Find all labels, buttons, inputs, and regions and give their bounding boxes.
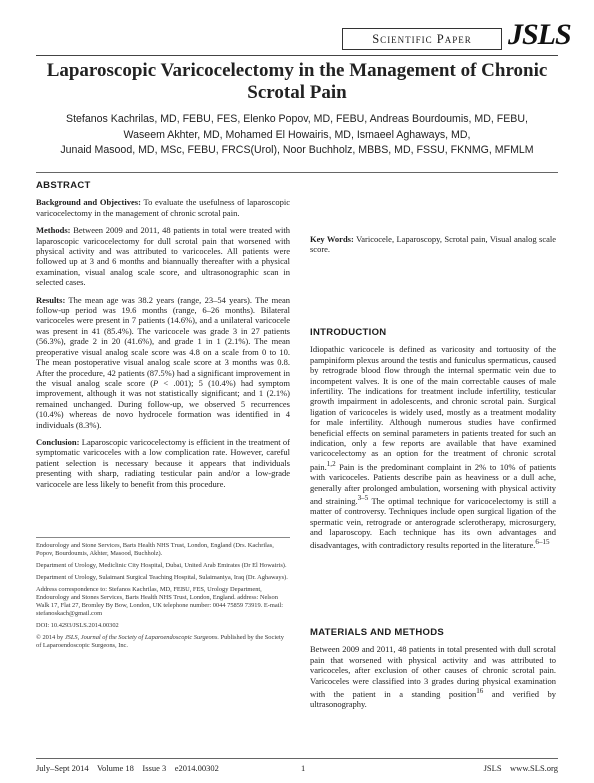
background-label: Background and Objectives: xyxy=(36,197,141,208)
introduction-heading: INTRODUCTION xyxy=(310,327,387,338)
footnotes xyxy=(36,542,290,654)
article-title: Laparoscopic Varicocelectomy in the Management of Chronic Scrotal Pain xyxy=(46,60,548,103)
section-label xyxy=(342,28,502,50)
conclusion-label: Conclusion: xyxy=(36,436,80,447)
abstract-continued xyxy=(310,181,556,262)
p-value-symbol: P xyxy=(153,377,159,388)
page-number: 1 xyxy=(301,763,306,773)
doi: DOI: 10.4293/JSLS.2014.00302 xyxy=(36,622,119,629)
correspondence: Address correspondence to: Stefanos Kachrilas, MD, FEBU, FES, Urology Department, Endourology and Stones Services, Barts Health NHS Trust, London, England. address: Nelson Walk 17, Flat 27, Bromley By Bow, London, UK telephone number: 0044 75859 73919. E-mail: stefanoskach@gmail.com xyxy=(36,586,284,617)
author-line: Stefanos Kachrilas, MD, FEBU, FES, Elenko Popov, MD, FEBU, Andreas Bourdoumis, MD, FEBU, xyxy=(66,113,528,125)
conclusion-text: Laparoscopic varicocelectomy is efficient in the treatment of symptomatic varicoceles with a low complication rate. However, careful patient selection is necessary because it appears that individuals presenting with sharp, radiating testicular pain and/or a low-grade varicocele are less likely to benefit from this procedure. xyxy=(36,436,290,489)
affiliation: Department of Urology, Sulaimani Surgical Teaching Hospital, Sulaimaniya, Iraq (Dr. Aghaways). xyxy=(36,574,288,581)
keywords-text: Varicocele, Laparoscopy, Scrotal pain, Visual analog scale score. xyxy=(310,234,556,255)
abstract-column xyxy=(36,181,290,496)
results-text-cont: < .001); 5 (10.4%) had symptom improvement, although it was not statistically significant; and 1 (2.1%) remained unchanged. During follow-up, we observed 5 recurrences (10.4%) whereas de novo hydrocele formation was identified in 4 individuals (8.3%). xyxy=(36,377,290,430)
title-divider xyxy=(36,172,558,173)
methods-heading: MATERIALS AND METHODS xyxy=(310,627,445,638)
methods-section xyxy=(310,628,556,717)
section-label-text: Scientific Paper xyxy=(372,32,472,46)
citation: 16 xyxy=(476,687,484,696)
intro-text: Pain is the predominant complaint in 2% to 10% of patients with varicoceles. Patients describe pain as heaviness or a dull ache, generally after prolonged ambulation, worsening with physical activity and straining. xyxy=(310,461,556,506)
citation: 1,2 xyxy=(326,459,336,468)
copyright-suffix: Published by the Society of Laparoendoscopic Surgeons, Inc. xyxy=(36,634,284,649)
results-text: The mean age was 38.2 years (range, 23–54 years). The mean follow-up period was 19.6 months (range, 6–26 months). Bilateral varicoceles were present in 7 patients (14.6%), and a unilateral varicocele was present in 41 (85.4%). The varicocele was grade 3 in 27 patients (56.3%), grade 2 in 20 (41.6%), and grade 1 in 1 (2.1%). The mean preoperative visual analog scale score was 4.8 on a scale from 0 to 10. The mean postoperative visual analog scale score at 3 months was 0.8. After the procedure, 42 patients (87.5%) had a significant improvement in the visual analog scale score ( xyxy=(36,294,290,388)
results-label: Results: xyxy=(36,294,66,305)
introduction-text xyxy=(310,344,556,550)
abstract-methods xyxy=(36,225,290,287)
abstract-conclusion xyxy=(36,437,290,489)
citation: 3–5 xyxy=(357,493,369,502)
copyright-journal: JSLS, Journal of the Society of Laparoendoscopic Surgeons. xyxy=(64,634,219,641)
affiliation: Department of Urology, Mediclinic City Hospital, Dubai, United Arab Emirates (Dr El Howairis). xyxy=(36,562,287,569)
introduction-section xyxy=(310,328,556,558)
keywords xyxy=(310,234,556,255)
footer-site: JSLS www.SLS.org xyxy=(483,763,558,773)
methods-text: Between 2009 and 2011, 48 patients in total were treated with laparoscopic varicocelectomy for dull scrotal pain that worsened with physical activity and was attributed to varicoceles. All patients were followed up at 3 and 6 months and biannually thereafter with a physical examination, visual analog scale score, and ultrasonographic scan in selected cases. xyxy=(36,225,291,288)
methods-text: and verified by ultrasonography. xyxy=(310,688,556,710)
author-list xyxy=(26,112,568,159)
methods-label: Methods: xyxy=(36,225,71,236)
citation: 6–15 xyxy=(535,538,550,547)
abstract-heading: ABSTRACT xyxy=(36,180,91,191)
affiliation: Endourology and Stone Services, Barts Health NHS Trust, London, England (Drs. Kachrilas, Popov, Bourdoumis, Akhter, Masood, Buchholz). xyxy=(36,542,274,557)
header-divider xyxy=(36,55,558,56)
footnote-divider xyxy=(36,537,290,538)
copyright xyxy=(36,634,290,650)
author-line: Waseem Akhter, MD, Mohamed El Howairis, MD, Ismaeel Aghaways, MD, xyxy=(123,128,471,141)
background-text: To evaluate the usefulness of laparoscopic varicocelectomy in the management of chronic scrotal pain. xyxy=(36,197,290,218)
methods-body xyxy=(310,644,556,709)
intro-text: The optimal technique for varicocelectomy is still a matter of controversy. Techniques include open surgical ligation of the spermatic vein, retrograde or anterograde sclerotherapy, microsurgery, and laparoscopy. Each technique has its own advantages and disadvantages, with contradictory results reported in the literature. xyxy=(310,495,556,551)
copyright-prefix: © 2014 by xyxy=(36,634,65,641)
journal-logo: JSLS xyxy=(508,18,571,51)
intro-text: Idiopathic varicocele is defined as varicosity and tortuosity of the pampiniform plexus around the testis and funiculus spermaticus, caused by retrograde blood flow through the internal spermatic vein due to incompetent valves. It is one of the main correctable causes of male infertility. The indications for treatment include infertility, testicular growth impairment in adolescents, and chronic scrotal pain. Surgical ligation of varicoceles is widely used, mostly as a treatment modality for male infertility. Although numerous studies have confirmed beneficial effects on seminal parameters in patients treated for such an indication, only a few reports are available that have examined varicocelectomy as an option for the treatment of chronic scrotal pain. xyxy=(310,344,556,472)
keywords-label: Key Words: xyxy=(310,234,354,244)
abstract-background xyxy=(36,197,290,218)
author-line: Junaid Masood, MD, MSc, FEBU, FRCS(Urol), Noor Buchholz, MBBS, MD, FSSU, FKNMG, MFMLM xyxy=(60,144,534,156)
methods-text: Between 2009 and 2011, 48 patients in total presented with dull scrotal pain that worsened with physical activity and was attributed to varicoceles, after exclusion of other causes of chronic scrotal pain. Varicoceles were classified into 3 grades during physical examination with the patient in a standing position xyxy=(310,644,556,699)
abstract-results xyxy=(36,295,290,430)
footer-issue: July–Sept 2014 Volume 18 Issue 3 e2014.00302 xyxy=(36,763,219,773)
footer-divider xyxy=(36,758,558,759)
